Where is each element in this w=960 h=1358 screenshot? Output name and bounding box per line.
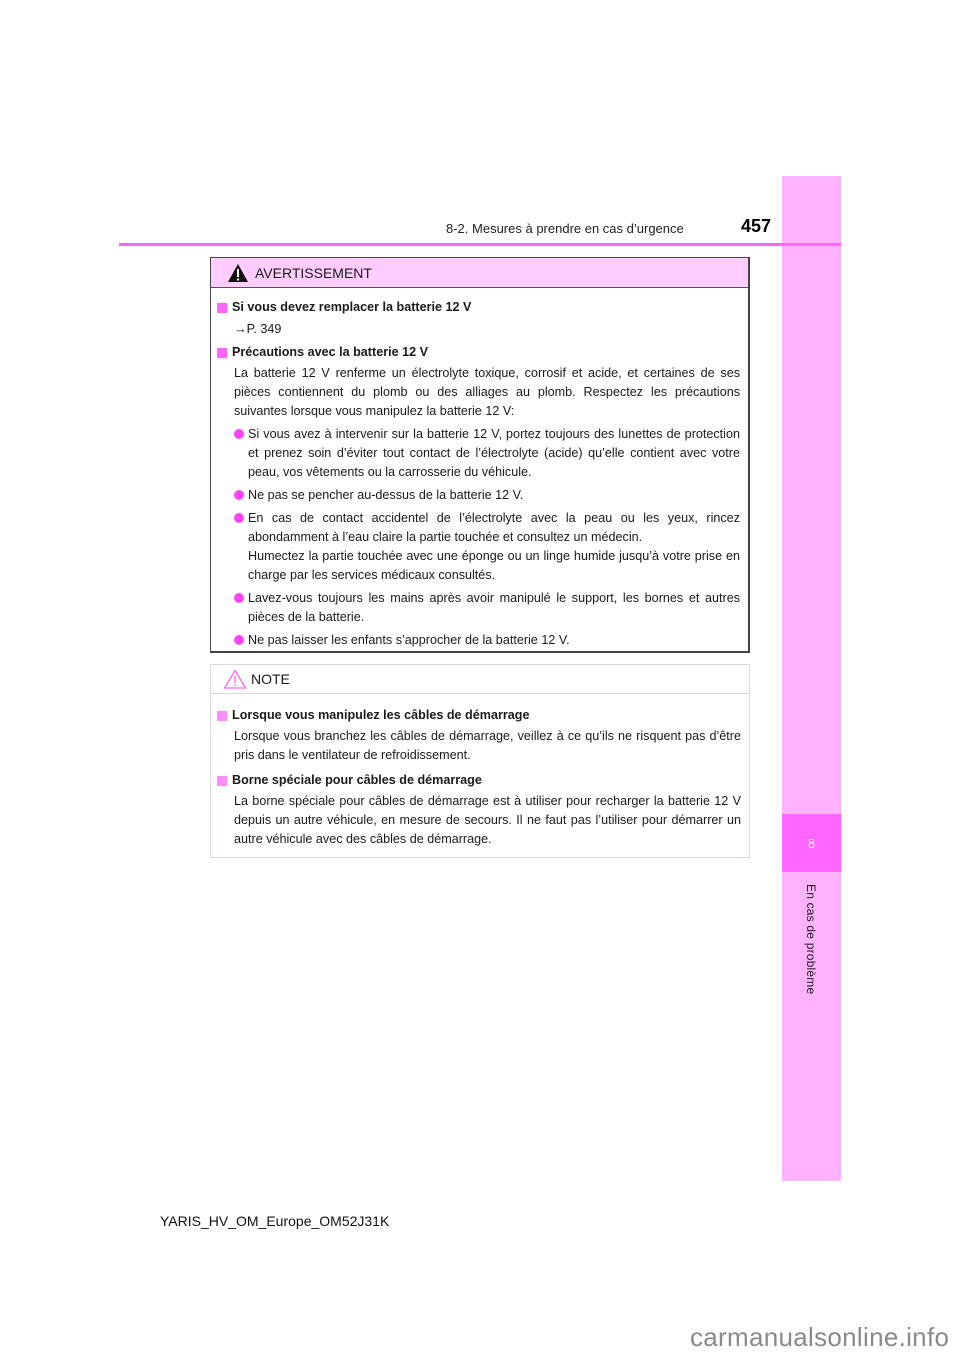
warning-box	[210, 257, 750, 653]
list-item-text-line: En cas de contact accidentel de l’électrolyte avec la peau ou les yeux, rincez abondamment à l’eau claire la partie touchée et consultez un médecin.	[248, 511, 740, 544]
section-heading: 8-2. Mesures à prendre en cas d’urgence	[446, 221, 684, 236]
section-paragraph: Lorsque vous branchez les câbles de démarrage, veillez à ce qu’ils ne risquent pas d’être pris dans le ventilateur de refroidissement.	[234, 729, 741, 762]
square-bullet-icon	[217, 711, 227, 721]
list-item	[217, 425, 740, 482]
list-item	[217, 509, 740, 585]
page-reference-link[interactable]: →P. 349	[234, 322, 282, 336]
square-bullet-icon	[217, 303, 227, 313]
watermark-text: carmanualsonline.info	[690, 1322, 950, 1352]
note-body	[211, 694, 749, 849]
round-bullet-icon	[234, 429, 244, 439]
chapter-title-vertical: En cas de problème	[804, 884, 818, 995]
warning-title: AVERTISSEMENT	[255, 264, 372, 281]
page-number: 457	[741, 216, 772, 236]
warning-section-title	[217, 343, 740, 362]
list-item-text-extra: Humectez la partie touchée avec une éponge ou un linge humide jusqu’à votre prise en charge par les services médicaux consultés.	[248, 549, 740, 582]
list-item-text	[248, 509, 740, 585]
list-item-text: Lavez-vous toujours les mains après avoir manipulé le support, les bornes et autres pièces de la batterie.	[248, 591, 740, 624]
caution-outline-triangle-icon	[223, 669, 245, 689]
chapter-number-tab[interactable]	[782, 814, 841, 872]
round-bullet-icon	[234, 490, 244, 500]
warning-filled-triangle-icon	[227, 263, 249, 283]
list-item	[217, 631, 740, 650]
round-bullet-icon	[234, 513, 244, 523]
square-bullet-icon	[217, 348, 227, 358]
section-paragraph: La batterie 12 V renferme un électrolyte toxique, corrosif et acide, et certaines de ses pièces contiennent du plomb ou des alliages au plomb. Respectez les précautions suivantes lorsque vous manipulez la batterie 12 V:	[234, 366, 740, 418]
section-title-text: Si vous devez remplacer la batterie 12 V	[232, 300, 472, 314]
document-id: YARIS_HV_OM_Europe_OM52J31K	[160, 1213, 390, 1229]
section-title-text: Lorsque vous manipulez les câbles de démarrage	[232, 708, 530, 722]
section-title-text: Précautions avec la batterie 12 V	[232, 345, 429, 359]
warning-section-title	[217, 298, 740, 317]
section-title-text: Borne spéciale pour câbles de démarrage	[232, 773, 482, 787]
note-title: NOTE	[251, 671, 290, 687]
list-item	[217, 486, 740, 505]
list-item-text: Si vous avez à intervenir sur la batterie 12 V, portez toujours des lunettes de protection et prenez soin d’éviter tout contact de l’électrolyte (acide) qu’elle contient avec votre peau, vos vêtements ou la carrosserie du véhicule.	[248, 427, 740, 479]
round-bullet-icon	[234, 593, 244, 603]
note-box	[210, 664, 750, 858]
warning-header	[211, 258, 748, 288]
note-header	[211, 665, 749, 694]
section-paragraph: La borne spéciale pour câbles de démarrage est à utiliser pour recharger la batterie 12 V depuis un autre véhicule, en mesure de secours. Il ne faut pas l’utiliser pour démarrer un autre véhicule avec des câbles de démarrage.	[234, 794, 741, 846]
chapter-side-tab	[782, 176, 841, 1181]
list-item-text: Ne pas laisser les enfants s’approcher de la batterie 12 V.	[248, 633, 570, 647]
round-bullet-icon	[234, 635, 244, 645]
warning-body	[211, 288, 748, 650]
chapter-number: 8	[807, 835, 816, 851]
list-item-text: Ne pas se pencher au-dessus de la batterie 12 V.	[248, 488, 524, 502]
square-bullet-icon	[217, 776, 227, 786]
note-section-title	[217, 771, 741, 790]
header-divider	[119, 243, 841, 246]
list-item	[217, 589, 740, 627]
note-section-title	[217, 706, 741, 725]
